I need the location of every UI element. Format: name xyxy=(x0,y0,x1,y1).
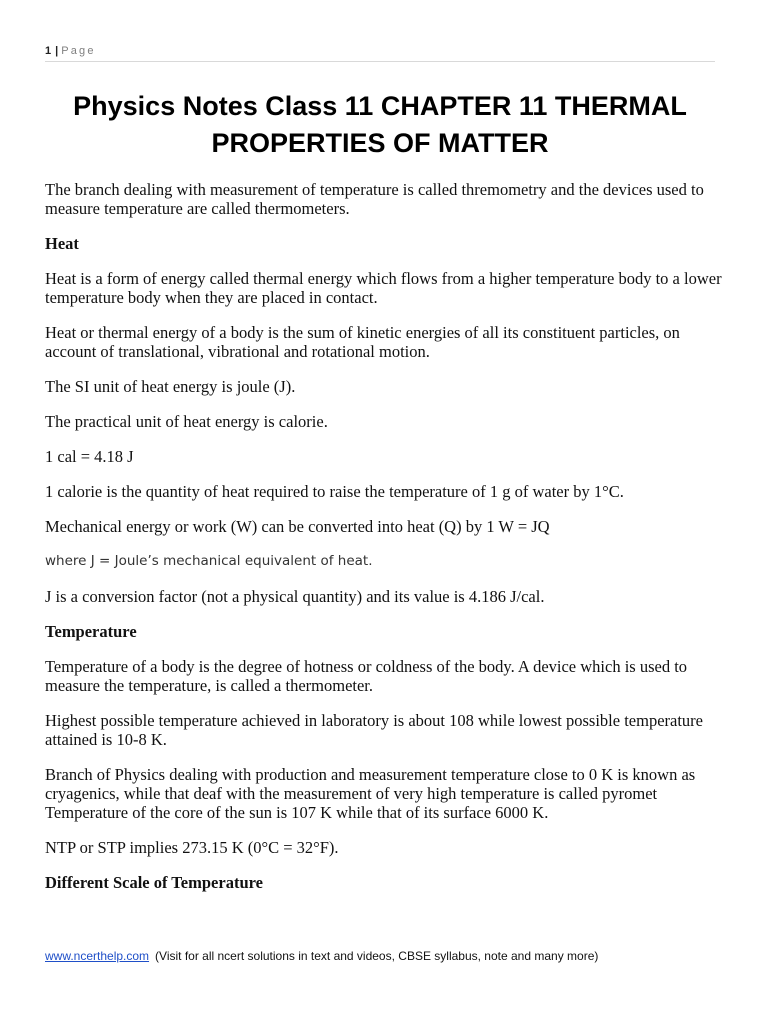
page-header xyxy=(45,43,715,62)
temperature-range-paragraph: Highest possible temperature achieved in laboratory is about 108 while lowest possible temperature attained is 10-8 K. xyxy=(45,711,703,749)
practical-unit-paragraph: The practical unit of heat energy is calorie. xyxy=(45,412,328,431)
si-unit-paragraph: The SI unit of heat energy is joule (J). xyxy=(45,377,296,396)
cryogenics-paragraph: Branch of Physics dealing with production and measurement temperature close to 0 K is known as cryagenics, while that deaf with the measurement of very high temperature is called pyromet Temperature of the core of the sun is 107 K while that of its surface 6000 K. xyxy=(45,765,696,822)
mechanical-energy-paragraph: Mechanical energy or work (W) can be converted into heat (Q) by 1 W = JQ xyxy=(45,517,550,536)
document-title: Physics Notes Class 11 CHAPTER 11 THERMAL PROPERTIES OF MATTER xyxy=(73,91,687,158)
document-body xyxy=(45,180,725,908)
page-number: 1 xyxy=(45,45,52,57)
temperature-scale-heading: Different Scale of Temperature xyxy=(45,873,263,892)
heat-heading: Heat xyxy=(45,234,79,253)
calorie-definition-paragraph: 1 calorie is the quantity of heat required to raise the temperature of 1 g of water by 1°C. xyxy=(45,482,624,501)
heat-definition-paragraph: Heat is a form of energy called thermal energy which flows from a higher temperature body to a lower temperature body when they are placed in contact. xyxy=(45,269,722,307)
calorie-conversion: 1 cal = 4.18 J xyxy=(45,447,134,466)
page-separator: | xyxy=(55,45,59,57)
joule-equivalent-formula: where J = Joule’s mechanical equivalent of heat. xyxy=(45,553,373,569)
footer-website-link[interactable]: www.ncerthelp.com xyxy=(45,949,150,963)
ntp-paragraph: NTP or STP implies 273.15 K (0°C = 32°F). xyxy=(45,838,339,857)
page-footer xyxy=(45,948,745,964)
temperature-heading: Temperature xyxy=(45,622,137,641)
page-word: Page xyxy=(61,45,96,57)
temperature-definition-paragraph: Temperature of a body is the degree of hotness or coldness of the body. A device which is used to measure the temperature, is called a thermometer. xyxy=(45,657,688,695)
footer-note: (Visit for all ncert solutions in text and videos, CBSE syllabus, note and many more) xyxy=(155,949,599,963)
intro-paragraph: The branch dealing with measurement of temperature is called thremometry and the devices used to measure temperature are called thermometers. xyxy=(45,180,704,218)
conversion-factor-paragraph: J is a conversion factor (not a physical quantity) and its value is 4.186 J/cal. xyxy=(45,587,545,606)
thermal-energy-paragraph: Heat or thermal energy of a body is the sum of kinetic energies of all its constituent particles, on account of translational, vibrational and rotational motion. xyxy=(45,323,680,361)
